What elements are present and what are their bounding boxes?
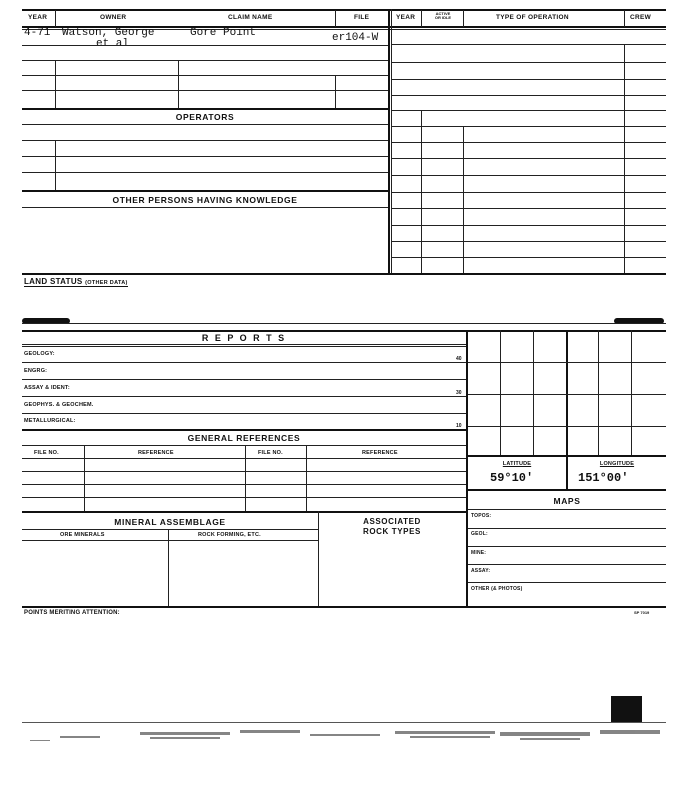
report-engrg: ENGRG: xyxy=(24,368,48,374)
report-assay: ASSAY & IDENT: xyxy=(24,385,70,391)
header-year-2: YEAR xyxy=(396,14,416,21)
entry-owner-line-2: et al xyxy=(96,38,130,50)
header-year: YEAR xyxy=(28,14,48,21)
mineral-ore-minerals: ORE MINERALS xyxy=(60,532,105,538)
latitude-value: 59°10' xyxy=(490,471,534,485)
header-claim-name: CLAIM NAME xyxy=(228,14,273,21)
entry-year: 4-71 xyxy=(24,27,51,39)
entry-owner: Watson, George xyxy=(62,27,155,39)
map-geol: GEOL: xyxy=(471,531,488,537)
section-reports: R E P O R T S xyxy=(201,333,287,343)
entry-file: er104-W xyxy=(332,32,379,44)
form-code: SP 7019 xyxy=(634,610,650,615)
section-maps: MAPS xyxy=(553,496,581,506)
section-mineral-assemblage: MINERAL ASSEMBLAGE xyxy=(114,517,226,527)
rule xyxy=(22,9,666,11)
map-other: OTHER (& PHOTOS) xyxy=(471,586,523,592)
header-crew: CREW xyxy=(630,14,652,21)
report-geophys: GEOPHYS. & GEOCHEM. xyxy=(24,402,94,408)
header-type-of-operation: TYPE OF OPERATION xyxy=(496,14,569,21)
registration-mark xyxy=(611,696,642,723)
longitude-value: 151°00' xyxy=(578,471,629,485)
section-other-persons: OTHER PERSONS HAVING KNOWLEDGE xyxy=(112,195,298,205)
column-divider xyxy=(388,9,390,274)
header-file: FILE xyxy=(354,14,370,21)
ref-reference-2: REFERENCE xyxy=(362,450,398,456)
ref-file-no-2: FILE NO. xyxy=(258,450,283,456)
section-land-status: LAND STATUS (OTHER DATA) xyxy=(24,277,128,286)
map-topos: TOPOS: xyxy=(471,513,492,519)
section-points-meriting: POINTS MERITING ATTENTION: xyxy=(24,610,120,616)
header-owner: OWNER xyxy=(100,14,127,21)
scan-noise xyxy=(0,724,678,774)
section-associated-rock-types: ASSOCIATED ROCK TYPES xyxy=(362,517,421,536)
longitude-label: LONGITUDE xyxy=(599,461,635,467)
section-general-references: GENERAL REFERENCES xyxy=(187,433,301,443)
latitude-label: LATITUDE xyxy=(502,461,532,467)
report-number-40: 40 xyxy=(456,356,462,362)
report-number-10: 10 xyxy=(456,423,462,429)
header-active-or-idle: ACTIVE OR IDLE xyxy=(434,11,452,20)
ref-reference-1: REFERENCE xyxy=(138,450,174,456)
map-assay: ASSAY: xyxy=(471,568,491,574)
report-geology: GEOLOGY: xyxy=(24,351,55,357)
mineral-rock-forming: ROCK FORMING, ETC. xyxy=(198,532,261,538)
section-operators: OPERATORS xyxy=(175,112,235,122)
ref-file-no-1: FILE NO. xyxy=(34,450,59,456)
report-metallurgical: METALLURGICAL: xyxy=(24,418,76,424)
entry-claim-name: Gore Point xyxy=(190,27,257,39)
map-mine: MINE: xyxy=(471,550,487,556)
report-number-30: 30 xyxy=(456,390,462,396)
